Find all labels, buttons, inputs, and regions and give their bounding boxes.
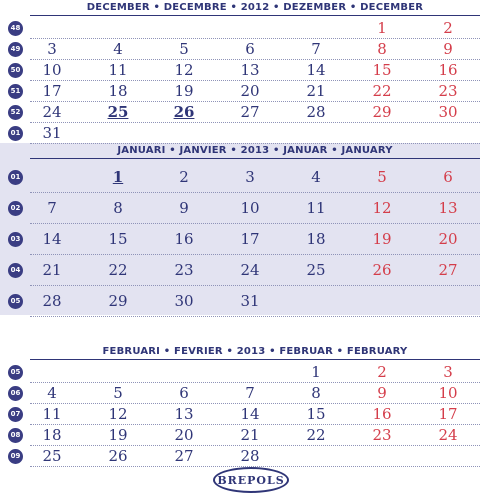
day-cell: 24	[438, 426, 458, 444]
day-cell: 19	[372, 230, 392, 248]
week-row	[0, 193, 480, 224]
day-cell: 21	[306, 82, 326, 100]
day-cell: 2	[179, 168, 189, 186]
week-row	[0, 425, 480, 446]
day-cell: 23	[372, 426, 392, 444]
week-number-badge: 03	[8, 232, 23, 247]
day-cell: 13	[174, 405, 194, 423]
day-cell: 22	[108, 261, 128, 279]
day-cell: 27	[174, 447, 194, 465]
day-cell: 31	[240, 292, 260, 310]
day-cell: 24	[42, 103, 62, 121]
week-row	[0, 162, 480, 193]
day-cell: 21	[240, 426, 260, 444]
day-cell: 3	[245, 168, 255, 186]
day-cell: 17	[42, 82, 62, 100]
day-cell: 30	[438, 103, 458, 121]
day-cell: 22	[306, 426, 326, 444]
day-cell: 13	[438, 199, 458, 217]
day-cell: 5	[377, 168, 387, 186]
day-cell: 7	[47, 199, 57, 217]
day-cell: 9	[377, 384, 387, 402]
day-cell: 28	[306, 103, 326, 121]
day-cell: 3	[47, 40, 57, 58]
week-row	[0, 123, 480, 144]
week-number-badge: 50	[8, 63, 23, 78]
day-cell: 19	[174, 82, 194, 100]
day-cell: 13	[240, 61, 260, 79]
day-cell: 31	[42, 124, 62, 142]
day-cell: 10	[240, 199, 260, 217]
day-cell: 8	[311, 384, 321, 402]
week-row	[0, 383, 480, 404]
week-number-badge: 04	[8, 263, 23, 278]
day-cell: 11	[42, 405, 62, 423]
day-cell: 4	[47, 384, 57, 402]
week-row	[0, 224, 480, 255]
day-cell: 25	[42, 447, 62, 465]
day-cell: 20	[240, 82, 260, 100]
week-row	[0, 362, 480, 383]
day-cell: 5	[179, 40, 189, 58]
week-row	[0, 39, 480, 60]
week-number-badge: 51	[8, 84, 23, 99]
day-cell: 10	[42, 61, 62, 79]
week-row	[0, 286, 480, 317]
day-cell: 1	[377, 19, 387, 37]
day-cell: 18	[108, 82, 128, 100]
day-cell: 14	[240, 405, 260, 423]
day-cell: 18	[306, 230, 326, 248]
week-row	[0, 102, 480, 123]
day-cell: 7	[245, 384, 255, 402]
day-cell: 8	[113, 199, 123, 217]
day-cell: 23	[438, 82, 458, 100]
day-cell: 17	[240, 230, 260, 248]
week-row	[0, 446, 480, 467]
day-cell: 21	[42, 261, 62, 279]
day-cell: 24	[240, 261, 260, 279]
day-cell: 29	[372, 103, 392, 121]
month-title: FEBRUARI • FEVRIER • 2013 • FEBRUAR • FEBRUARY	[102, 346, 408, 357]
day-cell: 29	[108, 292, 128, 310]
week-number-badge: 48	[8, 21, 23, 36]
day-cell: 6	[179, 384, 189, 402]
day-cell: 26	[173, 103, 195, 121]
day-cell: 23	[174, 261, 194, 279]
day-cell: 27	[438, 261, 458, 279]
month-title: DECEMBER • DECEMBRE • 2012 • DEZEMBER • DECEMBER	[86, 2, 424, 13]
day-cell: 12	[372, 199, 392, 217]
day-cell: 17	[438, 405, 458, 423]
week-number-badge: 52	[8, 105, 23, 120]
week-row	[0, 404, 480, 425]
row-divider	[30, 316, 480, 317]
brepols-logo	[213, 467, 289, 493]
week-number-badge: 05	[8, 365, 23, 380]
day-cell: 15	[372, 61, 392, 79]
day-cell: 9	[443, 40, 453, 58]
day-cell: 4	[311, 168, 321, 186]
week-row	[0, 60, 480, 81]
day-cell: 22	[372, 82, 392, 100]
logo-text: BREPOLS	[217, 474, 285, 487]
week-row	[0, 255, 480, 286]
day-cell: 10	[438, 384, 458, 402]
month-title: JANUARI • JANVIER • 2013 • JANUAR • JANUARY	[117, 145, 393, 156]
day-cell: 16	[174, 230, 194, 248]
day-cell: 30	[174, 292, 194, 310]
day-cell: 16	[438, 61, 458, 79]
week-number-badge: 05	[8, 294, 23, 309]
day-cell: 20	[174, 426, 194, 444]
day-cell: 9	[179, 199, 189, 217]
day-cell: 4	[113, 40, 123, 58]
week-number-badge: 08	[8, 428, 23, 443]
day-cell: 3	[443, 363, 453, 381]
day-cell: 27	[240, 103, 260, 121]
day-cell: 25	[306, 261, 326, 279]
week-row	[0, 81, 480, 102]
week-number-badge: 01	[8, 170, 23, 185]
week-number-badge: 01	[8, 126, 23, 141]
day-cell: 2	[443, 19, 453, 37]
day-cell: 19	[108, 426, 128, 444]
week-number-badge: 06	[8, 386, 23, 401]
day-cell: 25	[107, 103, 129, 121]
day-cell: 1	[311, 363, 321, 381]
day-cell: 14	[306, 61, 326, 79]
day-cell: 12	[108, 405, 128, 423]
day-cell: 28	[42, 292, 62, 310]
day-cell: 12	[174, 61, 194, 79]
day-cell: 18	[42, 426, 62, 444]
day-cell: 11	[306, 199, 326, 217]
day-cell: 26	[108, 447, 128, 465]
week-number-badge: 07	[8, 407, 23, 422]
week-number-badge: 09	[8, 449, 23, 464]
day-cell: 28	[240, 447, 260, 465]
day-cell: 6	[443, 168, 453, 186]
day-cell: 11	[108, 61, 128, 79]
day-cell: 5	[113, 384, 123, 402]
day-cell: 26	[372, 261, 392, 279]
week-row	[0, 18, 480, 39]
week-number-badge: 49	[8, 42, 23, 57]
day-cell: 1	[112, 168, 124, 186]
day-cell: 20	[438, 230, 458, 248]
day-cell: 2	[377, 363, 387, 381]
month-title-rule	[30, 359, 480, 360]
day-cell: 7	[311, 40, 321, 58]
day-cell: 15	[108, 230, 128, 248]
day-cell: 8	[377, 40, 387, 58]
week-number-badge: 02	[8, 201, 23, 216]
day-cell: 14	[42, 230, 62, 248]
day-cell: 16	[372, 405, 392, 423]
day-cell: 6	[245, 40, 255, 58]
row-divider	[30, 143, 480, 144]
day-cell: 15	[306, 405, 326, 423]
